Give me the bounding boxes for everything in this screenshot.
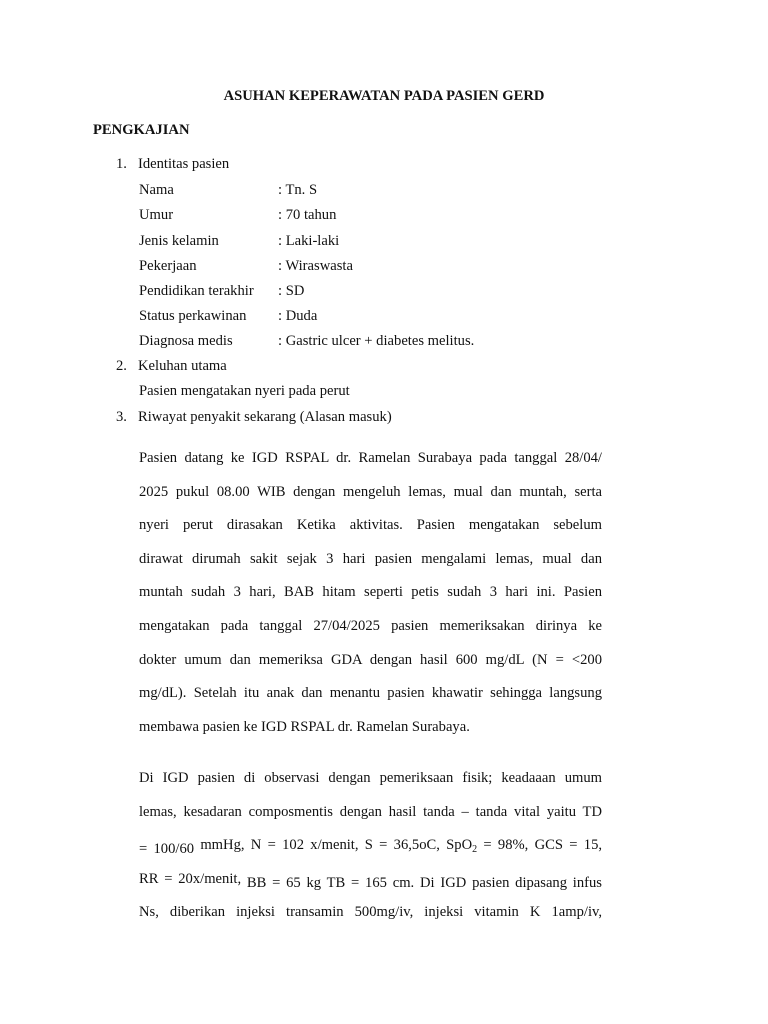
history-paragraph bbox=[139, 442, 602, 744]
list-label: Identitas pasien bbox=[138, 156, 230, 172]
paragraph-line: Pasien datang ke IGD RSPAL dr. Ramelan Surabaya pada tanggal 28/04/ bbox=[139, 450, 602, 466]
list-label: Riwayat penyakit sekarang (Alasan masuk) bbox=[138, 409, 392, 425]
paragraph-line: Di IGD pasien di observasi dengan pemeriksaan fisik; keadaaan umum bbox=[139, 770, 602, 786]
vitals-text-end: = 98%, GCS = 15, bbox=[477, 837, 603, 854]
field-value: : Gastric ulcer + diabetes melitus. bbox=[278, 333, 475, 349]
field-value: : 70 tahun bbox=[278, 207, 337, 223]
paragraph-line: lemas, kesadaran composmentis dengan hasil tanda – tanda vital yaitu TD bbox=[139, 803, 602, 820]
list-number: 3. bbox=[116, 409, 127, 425]
field-value: : Tn. S bbox=[278, 182, 318, 198]
field-value: : Duda bbox=[278, 308, 318, 324]
paragraph-line: mg/dL). Setelah itu anak dan menantu pasien khawatir sehingga langsung bbox=[139, 685, 602, 702]
field-label: Umur bbox=[139, 207, 174, 223]
paragraph-line: dirawat dirumah sakit sejak 3 hari pasien mengalami lemas, mual dan bbox=[139, 550, 602, 567]
list-item-riwayat bbox=[116, 409, 392, 426]
field-value: : Wiraswasta bbox=[278, 258, 353, 274]
field-value: : Laki-laki bbox=[278, 233, 340, 249]
list-number: 2. bbox=[116, 358, 127, 374]
section-heading: PENGKAJIAN bbox=[93, 122, 190, 138]
observation-paragraph bbox=[139, 762, 602, 930]
field-value: : SD bbox=[278, 283, 305, 299]
paragraph-line: dokter umum dan memeriksa GDA dengan hasil 600 mg/dL (N = <200 bbox=[139, 651, 602, 668]
list-number: 1. bbox=[116, 156, 127, 172]
complaint-text: Pasien mengatakan nyeri pada perut bbox=[139, 383, 350, 399]
rr-value: RR = 20x/menit, bbox=[139, 870, 242, 887]
list-item-identitas bbox=[116, 156, 229, 173]
paragraph-line: 2025 pukul 08.00 WIB dengan mengeluh lemas, mual dan muntah, serta bbox=[139, 483, 602, 500]
list-item-keluhan bbox=[116, 358, 227, 375]
field-label: Pekerjaan bbox=[139, 258, 197, 274]
field-label: Pendidikan terakhir bbox=[139, 283, 254, 299]
spo2-subscript: 2 bbox=[472, 844, 478, 856]
field-label: Jenis kelamin bbox=[139, 233, 219, 249]
paragraph-line: nyeri perut dirasakan Ketika aktivitas. Pasien mengatakan sebelum bbox=[139, 517, 602, 534]
document-title: ASUHAN KEPERAWATAN PADA PASIEN GERD bbox=[223, 88, 545, 104]
field-label: Status perkawinan bbox=[139, 308, 247, 324]
list-label: Keluhan utama bbox=[138, 358, 227, 374]
paragraph-line: Ns, diberikan injeksi transamin 500mg/iv, injeksi vitamin K 1amp/iv, bbox=[139, 904, 602, 921]
field-label: Diagnosa medis bbox=[139, 333, 233, 349]
paragraph-line: mengatakan pada tanggal 27/04/2025 pasien memeriksakan dirinya ke bbox=[139, 617, 602, 634]
paragraph-line: muntah sudah 3 hari, BAB hitam seperti petis sudah 3 hari ini. Pasien bbox=[139, 584, 602, 601]
paragraph-line-vitals bbox=[139, 829, 602, 863]
bb-tb-text: BB = 65 kg TB = 165 cm. Di IGD pasien dipasang infus bbox=[241, 874, 602, 891]
paragraph-line-measures bbox=[139, 863, 602, 897]
paragraph-line: membawa pasien ke IGD RSPAL dr. Ramelan Surabaya. bbox=[139, 718, 470, 735]
vitals-text: mmHg, N = 102 x/menit, S = 36,5oC, SpO bbox=[194, 837, 473, 854]
field-label: Nama bbox=[139, 182, 174, 198]
td-value: = 100/60 bbox=[139, 841, 195, 858]
